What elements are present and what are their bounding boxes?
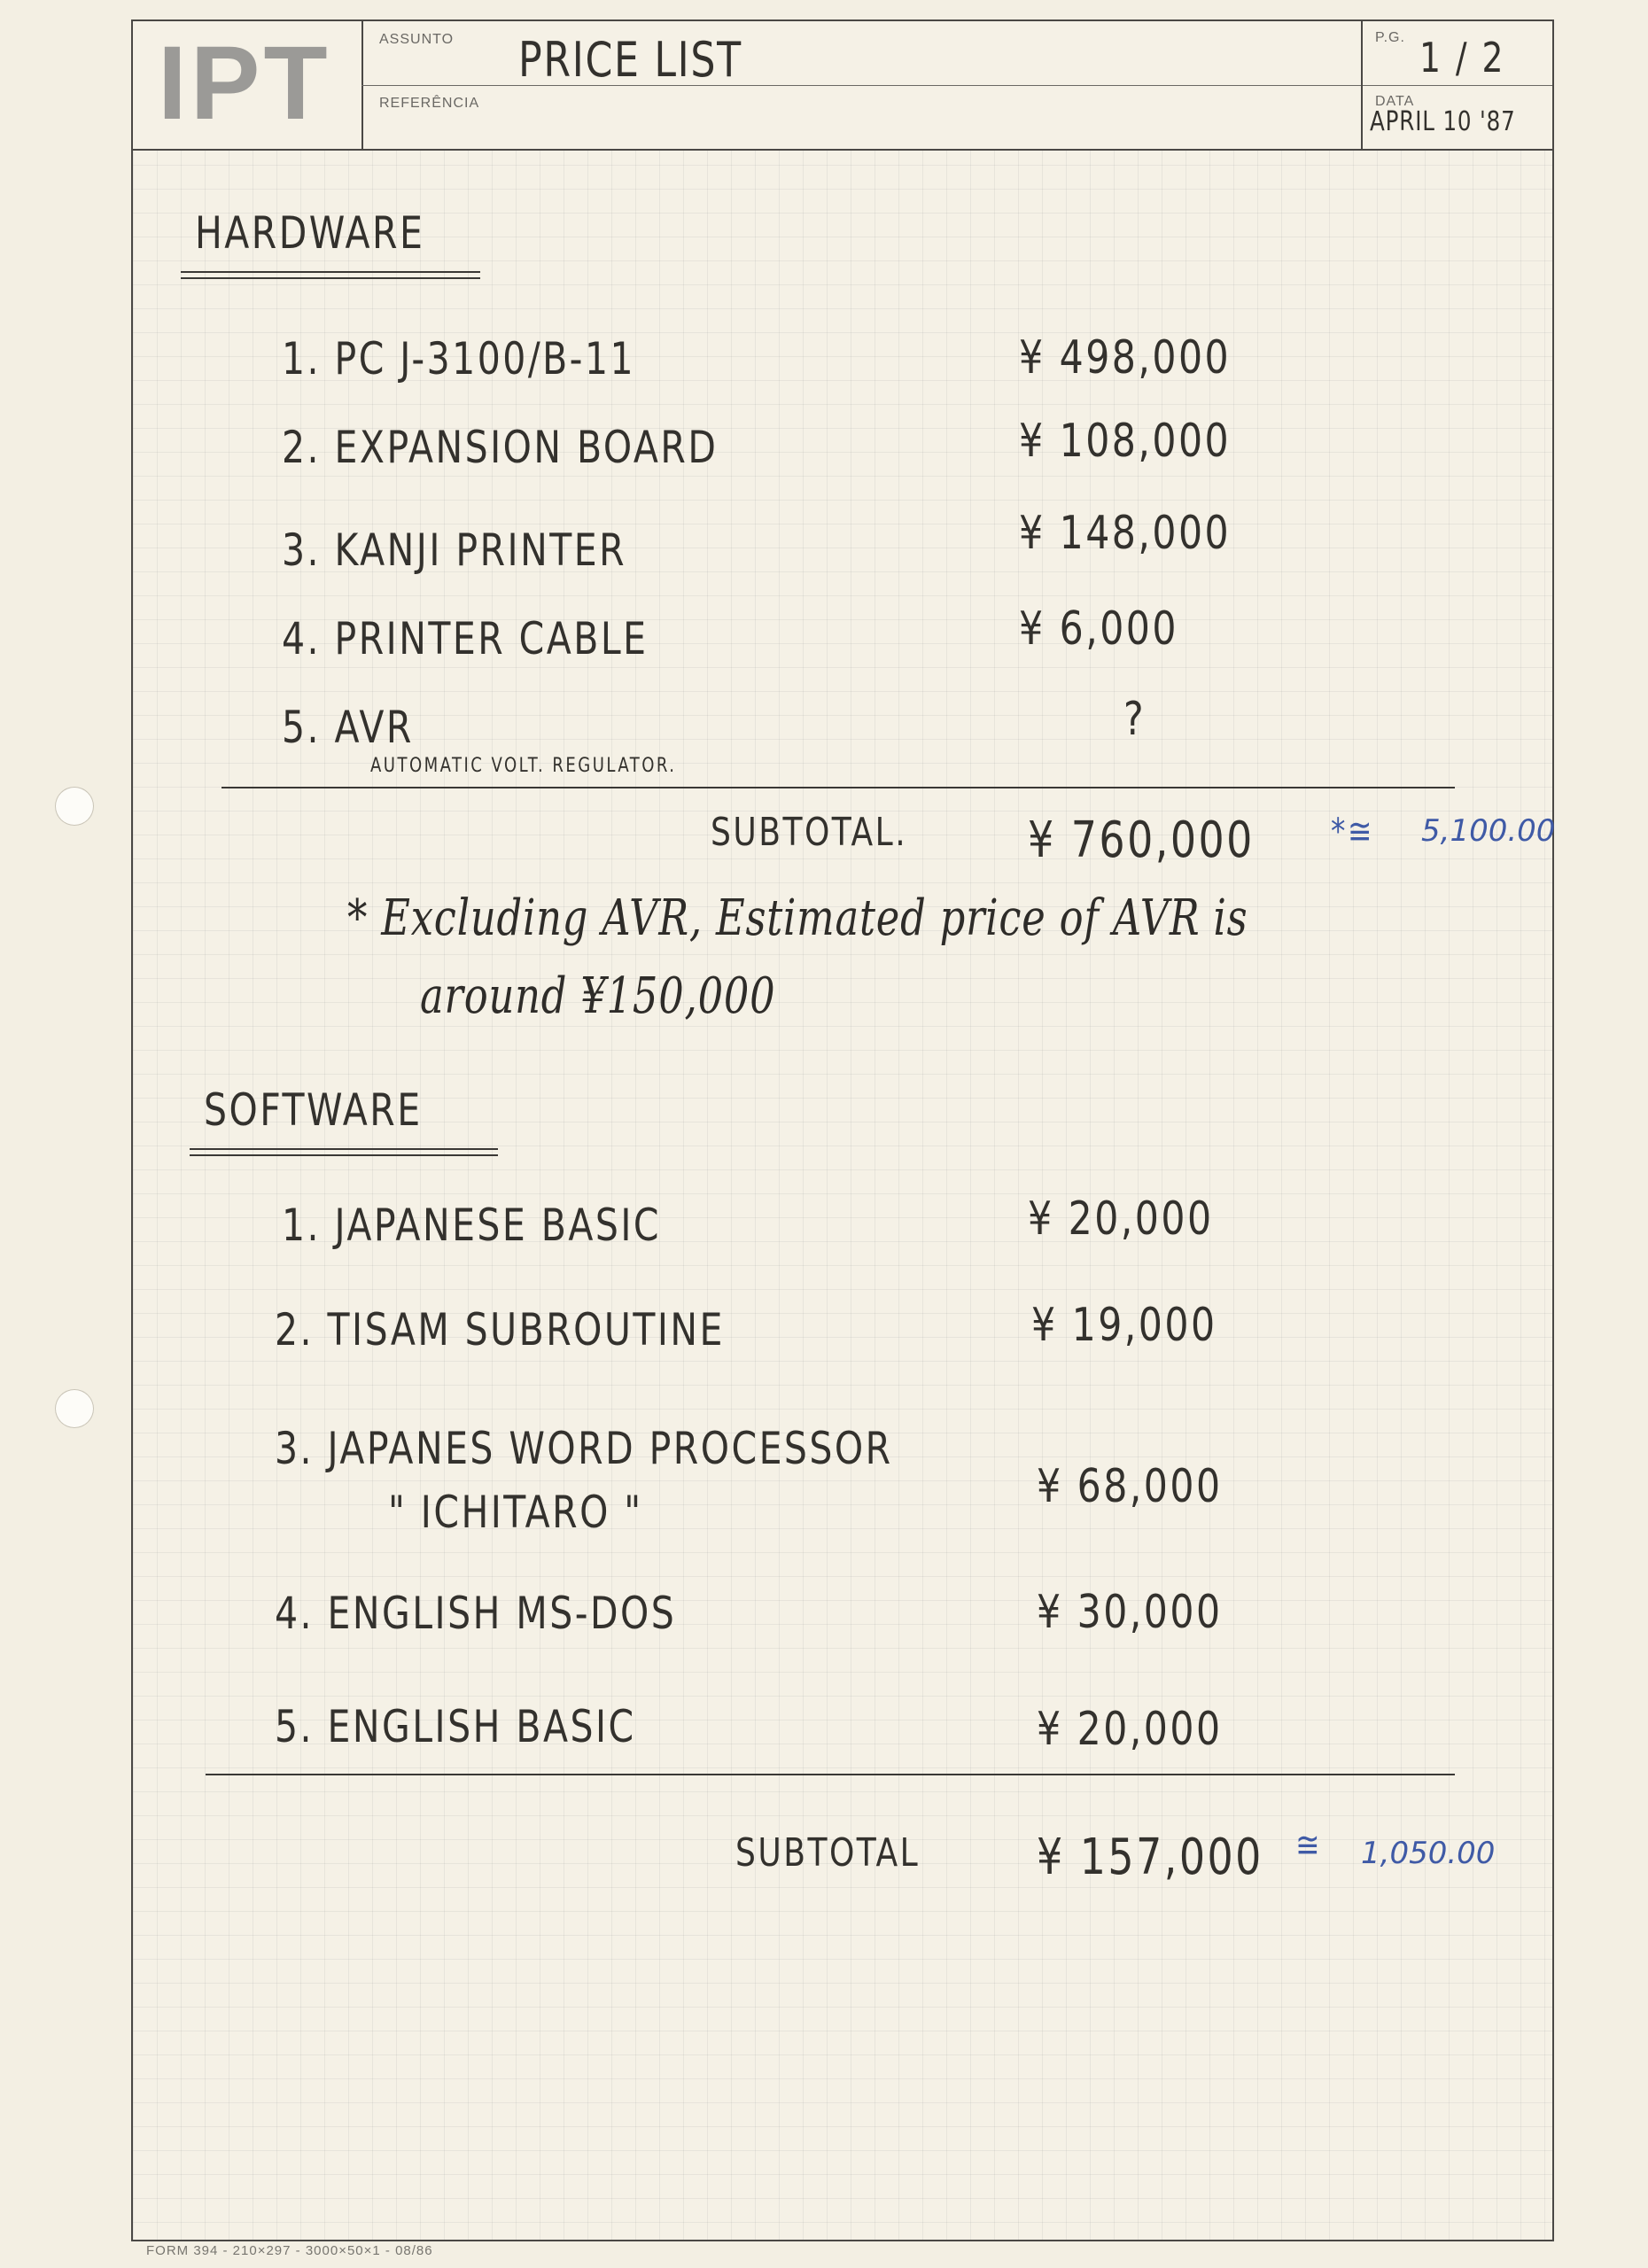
hardware-heading: HARDWARE bbox=[195, 207, 425, 259]
hardware-price-3: ¥ 148,000 bbox=[1019, 507, 1232, 560]
hardware-price-2: ¥ 108,000 bbox=[1019, 415, 1232, 468]
form-footer: FORM 394 - 210×297 - 3000×50×1 - 08/86 bbox=[146, 2243, 433, 2258]
reference-label: REFERÊNCIA bbox=[379, 96, 480, 111]
software-item-5: 5. ENGLISH BASIC bbox=[275, 1701, 636, 1752]
hardware-subtotal-value: ¥ 760,000 bbox=[1028, 812, 1255, 869]
hardware-note-line-2: around ¥150,000 bbox=[420, 967, 776, 1025]
hardware-price-4: ¥ 6,000 bbox=[1019, 602, 1178, 656]
hardware-subtotal-rule bbox=[222, 787, 1455, 788]
hardware-price-5: ? bbox=[1123, 693, 1147, 746]
hardware-subtotal-label: SUBTOTAL. bbox=[711, 810, 908, 855]
software-item-4: 4. ENGLISH MS-DOS bbox=[275, 1588, 677, 1639]
software-price-3: ¥ 68,000 bbox=[1037, 1460, 1223, 1513]
form-header bbox=[133, 21, 1552, 151]
hardware-subtotal-mark: *≅ bbox=[1331, 812, 1374, 852]
software-item-3: 3. JAPANES WORD PROCESSOR bbox=[275, 1423, 893, 1474]
software-subtotal-value: ¥ 157,000 bbox=[1037, 1829, 1263, 1886]
hardware-item-1: 1. PC J-3100/B-11 bbox=[282, 333, 636, 384]
software-subtotal-usd: 1,050.00 bbox=[1361, 1836, 1496, 1871]
hardware-item-5: 5. AVR bbox=[282, 702, 414, 753]
subject-label: ASSUNTO bbox=[379, 32, 455, 47]
software-item-2: 2. TISAM SUBROUTINE bbox=[275, 1304, 725, 1355]
software-price-4: ¥ 30,000 bbox=[1037, 1586, 1223, 1639]
page-label: P.G. bbox=[1375, 30, 1405, 45]
software-subtotal-label: SUBTOTAL bbox=[735, 1830, 921, 1876]
software-price-1: ¥ 20,000 bbox=[1028, 1192, 1214, 1246]
software-price-5: ¥ 20,000 bbox=[1037, 1703, 1223, 1756]
software-item-1: 1. JAPANESE BASIC bbox=[282, 1200, 662, 1251]
page-date-box bbox=[1361, 21, 1552, 149]
page-value: 1 / 2 bbox=[1419, 34, 1505, 82]
avr-expansion-note: AUTOMATIC VOLT. REGULATOR. bbox=[370, 755, 677, 777]
software-subtotal-rule bbox=[206, 1774, 1455, 1775]
date-value: APRIL 10 '87 bbox=[1370, 106, 1516, 137]
hardware-heading-underline bbox=[181, 271, 480, 279]
logo-box bbox=[133, 21, 363, 149]
software-item-3-subtitle: " ICHITARO " bbox=[388, 1487, 643, 1538]
punch-hole-top bbox=[55, 787, 94, 826]
date-label: DATA bbox=[1375, 94, 1415, 109]
hardware-item-2: 2. EXPANSION BOARD bbox=[282, 422, 719, 473]
software-price-2: ¥ 19,000 bbox=[1031, 1299, 1217, 1352]
hardware-note-line-1: * Excluding AVR, Estimated price of AVR is bbox=[347, 889, 1248, 947]
software-subtotal-mark: ≅ bbox=[1295, 1825, 1322, 1866]
price-list-sheet bbox=[131, 19, 1554, 2241]
subject-value: PRICE LIST bbox=[518, 32, 742, 88]
software-heading: SOFTWARE bbox=[204, 1084, 423, 1136]
hardware-item-4: 4. PRINTER CABLE bbox=[282, 613, 649, 664]
hardware-subtotal-usd: 5,100.00 bbox=[1421, 813, 1556, 849]
page-date-divider bbox=[1363, 85, 1552, 86]
ipt-logo: IPT bbox=[158, 25, 331, 142]
hardware-price-1: ¥ 498,000 bbox=[1019, 331, 1232, 384]
software-heading-underline bbox=[190, 1148, 498, 1156]
hardware-item-3: 3. KANJI PRINTER bbox=[282, 524, 627, 576]
punch-hole-bottom bbox=[55, 1389, 94, 1428]
subject-divider bbox=[361, 85, 1363, 86]
